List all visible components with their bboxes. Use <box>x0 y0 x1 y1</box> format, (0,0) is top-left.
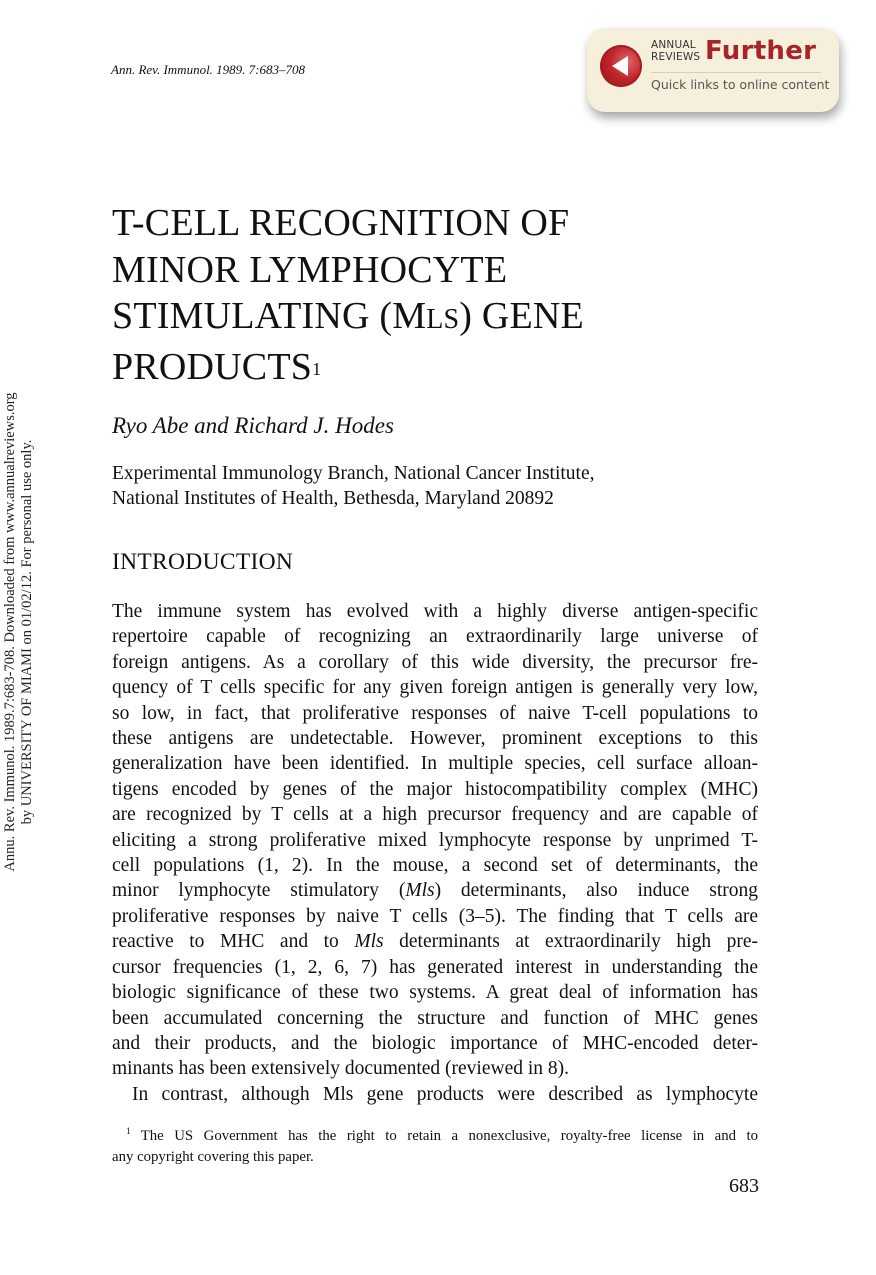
page-number: 683 <box>729 1175 759 1197</box>
article-title: T-CELL RECOGNITION OF MINOR LYMPHOCYTE STIMULATING (MLS) GENE PRODUCTS$^1$ <box>112 202 584 388</box>
back-arrow-circle-icon <box>600 45 642 87</box>
body-paragraph: The immune system has evolved with a highly diverse antigen-specific repertoire capable of recognizing an extraordinarily large universe of foreign antigens. As a corollary of this wide diversity, the precursor fre- quency of T cells specific for any given foreign antigen is generally very low, so low, in fact, that proliferative responses of naive T-cell populations to these antigens are undetectable. However, prominent exceptions to this generalization have been identified. In multiple species, cell surface alloan- tigens encoded by genes of the major histocompatibility complex (MHC) are recognized by T cells at a high precursor frequency and are capable of eliciting a strong proliferative mixed lymphocyte response by unprimed T- cell populations (1, 2). In the mouse, a second set of determinants, the minor lymphocyte stimulatory (Mls) determinants, also induce strong proliferative responses by naive T cells (3–5). The finding that T cells are reactive to MHC and to Mls determinants at extraordinarily high pre- cursor frequencies (1, 2, 6, 7) has generated interest in understanding the biologic significance of these two systems. A great deal of information has been accumulated concerning the structure and function of MHC genes and their products, and the biologic importance of MHC-encoded deter- minants has been extensively documented (reviewed in 8). In contrast, although Mls gene products were described as lymphocyte <box>112 601 758 1105</box>
badge-subtitle: Quick links to online content <box>651 77 830 92</box>
watermark-line-2: by UNIVERSITY OF MIAMI on 01/02/12. For personal use only. <box>19 439 35 825</box>
badge-divider <box>651 72 821 73</box>
footnote: $^1$ The US Government has the right to retain a nonexclusive, royalty-free license in and to any copyright covering this paper. <box>112 1126 759 1165</box>
journal-reference: Ann. Rev. Immunol. 1989. 7:683–708 <box>111 62 306 77</box>
annual-reviews-logo-text: ANNUAL REVIEWS <box>651 39 701 63</box>
further-label: Further <box>705 36 817 66</box>
title-smallcaps-mls: MLS <box>392 295 460 337</box>
annual-reviews-further-button[interactable] <box>587 28 839 112</box>
title-footnote-mark: 1 <box>312 358 322 379</box>
section-heading-introduction: INTRODUCTION <box>112 549 294 575</box>
affiliation: Experimental Immunology Branch, National Cancer Institute, National Institutes of Health, Bethesda, Maryland 20892 <box>112 463 595 509</box>
authors: Ryo Abe and Richard J. Hodes <box>112 413 394 438</box>
watermark-line-1: Annu. Rev. Immunol. 1989.7:683-708. Downloaded from www.annualreviews.org <box>2 392 18 872</box>
download-watermark <box>2 352 36 912</box>
